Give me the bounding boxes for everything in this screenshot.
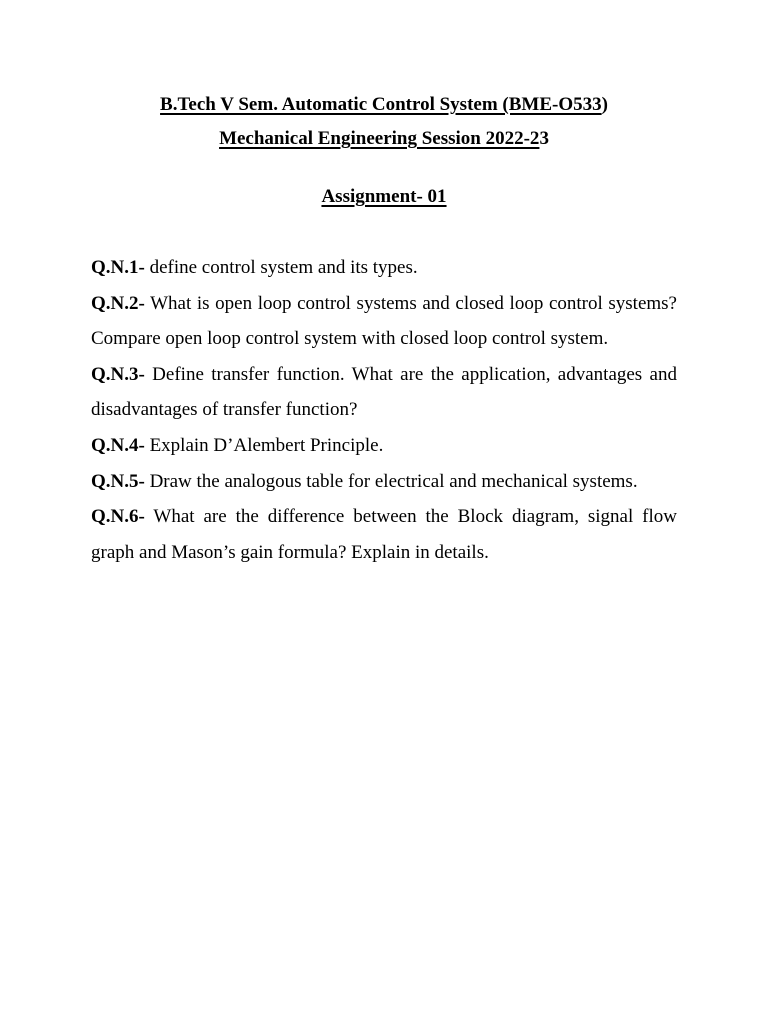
question-text: Draw the analogous table for electrical and mechanical systems. [144, 470, 638, 492]
assignment-title [0, 186, 768, 208]
session-title [0, 128, 768, 150]
session-title-tail: 3 [539, 128, 549, 149]
course-title-underlined: B.Tech V Sem. Automatic Control System (BME-O533 [160, 94, 602, 115]
question-number: Q.N.1- [91, 257, 145, 278]
question-number: Q.N.3- [91, 363, 145, 385]
question-item [91, 499, 677, 570]
question-item [91, 464, 677, 500]
question-item [91, 357, 677, 428]
question-text: Define transfer function. What are the application, advantages and disadvantages of transfer function? [91, 363, 677, 421]
question-number: Q.N.4- [91, 434, 145, 456]
question-number: Q.N.5- [91, 470, 145, 492]
question-number: Q.N.6- [91, 506, 145, 528]
course-title-tail: ) [601, 94, 608, 115]
session-title-underlined: Mechanical Engineering Session 2022-2 [219, 128, 540, 149]
question-text: Explain D’Alembert Principle. [144, 434, 384, 456]
question-text: What is open loop control systems and closed loop control systems? Compare open loop control system with closed loop control system. [91, 292, 677, 350]
question-item [91, 250, 677, 286]
question-text: What are the difference between the Block diagram, signal flow graph and Mason’s gain formula? Explain in details. [91, 506, 677, 563]
question-item [91, 286, 677, 357]
question-number: Q.N.2- [91, 292, 145, 314]
question-text: define control system and its types. [144, 257, 418, 278]
question-list [91, 250, 677, 570]
assignment-title-text: Assignment- 01 [321, 186, 447, 207]
course-title [0, 94, 768, 116]
question-item [91, 428, 677, 464]
